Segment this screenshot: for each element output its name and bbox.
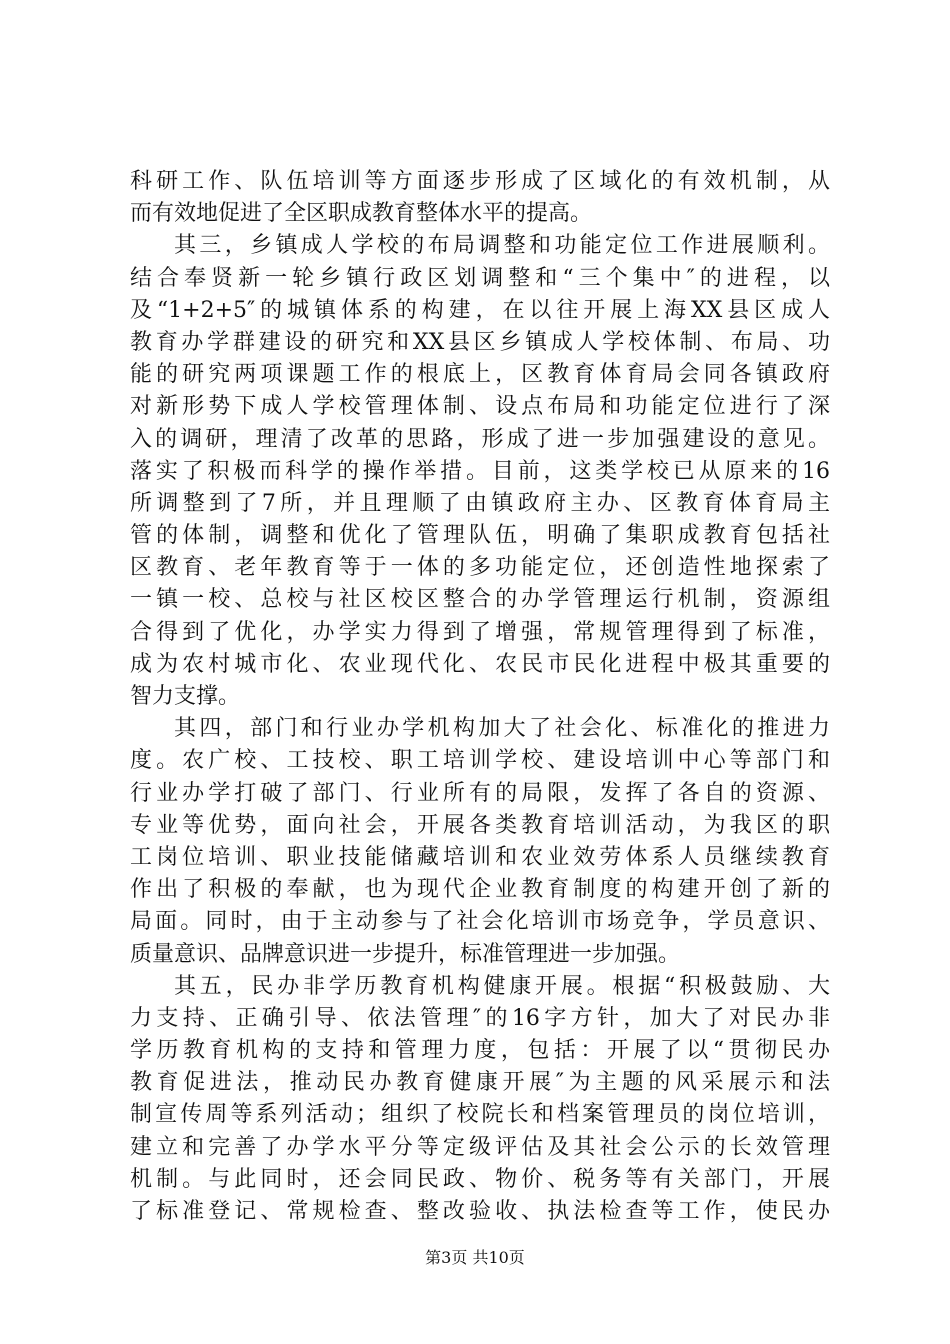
- text-line: 能的研究两项课题工作的根底上，区教育体育局会同各镇政府: [130, 362, 830, 388]
- text-line: 行业办学打破了部门、行业所有的局限，发挥了各自的资源、: [130, 780, 830, 806]
- text-line: 其三，乡镇成人学校的布局调整和功能定位工作进展顺利。: [174, 233, 830, 259]
- text-line: 落实了积极而科学的操作举措。目前，这类学校已从原来的16: [130, 458, 830, 484]
- text-line: 学历教育机构的支持和管理力度，包括：开展了以“贯彻民办: [130, 1038, 830, 1064]
- text-line: 科研工作、队伍培训等方面逐步形成了区域化的有效机制，从: [130, 169, 830, 194]
- text-line: 其五，民办非学历教育机构健康开展。根据“积极鼓励、大: [174, 973, 830, 999]
- text-line: 教育办学群建设的研究和XX县区乡镇成人学校体制、布局、功: [130, 329, 830, 355]
- text-line: 质量意识、品牌意识进一步提升，标准管理进一步加强。: [130, 941, 681, 967]
- text-line: 局面。同时，由于主动参与了社会化培训市场竞争，学员意识、: [130, 909, 830, 935]
- text-line: 作出了积极的奉献，也为现代企业教育制度的构建开创了新的: [130, 877, 830, 903]
- page-footer: 第3页 共10页: [425, 1248, 525, 1267]
- text-line: 力支持、正确引导、依法管理″的16字方针，加大了对民办非: [130, 1005, 830, 1031]
- text-line: 工岗位培训、职业技能储藏培训和农业效劳体系人员继续教育: [130, 844, 830, 870]
- body-text: [130, 166, 830, 1228]
- text-line: 成为农村城市化、农业现代化、农民市民化进程中极其重要的: [130, 651, 830, 677]
- text-line: 建立和完善了办学水平分等定级评估及其社会公示的长效管理: [130, 1134, 830, 1160]
- text-line: 对新形势下成人学校管理体制、设点布局和功能定位进行了深: [130, 394, 830, 420]
- text-line: 机制。与此同时，还会同民政、物价、税务等有关部门，开展: [130, 1166, 830, 1192]
- text-line: 其四，部门和行业办学机构加大了社会化、标准化的推进力: [174, 716, 830, 742]
- text-line: 一镇一校、总校与社区校区整合的办学管理运行机制，资源组: [130, 587, 830, 613]
- text-line: 专业等优势，面向社会，开展各类教育培训活动，为我区的职: [130, 812, 830, 838]
- text-line: 结合奉贤新一轮乡镇行政区划调整和“三个集中″的进程，以: [130, 265, 830, 291]
- text-line: 了标准登记、常规检查、整改验收、执法检查等工作，使民办: [130, 1199, 830, 1224]
- text-line: 智力支撑。: [130, 684, 241, 709]
- text-line: 度。农广校、工技校、职工培训学校、建设培训中心等部门和: [130, 748, 830, 774]
- text-line: 教育促进法，推动民办教育健康开展″为主题的风采展示和法: [130, 1070, 830, 1096]
- text-line: 制宣传周等系列活动；组织了校院长和档案管理员的岗位培训，: [130, 1102, 830, 1128]
- text-line: 入的调研，理清了改革的思路，形成了进一步加强建设的意见。: [130, 426, 830, 452]
- text-line: 而有效地促进了全区职成教育整体水平的提高。: [130, 201, 593, 227]
- text-line: 区教育、老年教育等于一体的多功能定位，还创造性地探索了: [130, 555, 830, 581]
- text-line: 所调整到了7所，并且理顺了由镇政府主办、区教育体育局主: [130, 490, 830, 516]
- text-line: 合得到了优化，办学实力得到了增强，常规管理得到了标准，: [130, 619, 830, 645]
- text-line: 管的体制，调整和优化了管理队伍，明确了集职成教育包括社: [130, 523, 830, 549]
- text-line: 及“1+2+5″的城镇体系的构建，在以往开展上海XX县区成人: [130, 297, 830, 323]
